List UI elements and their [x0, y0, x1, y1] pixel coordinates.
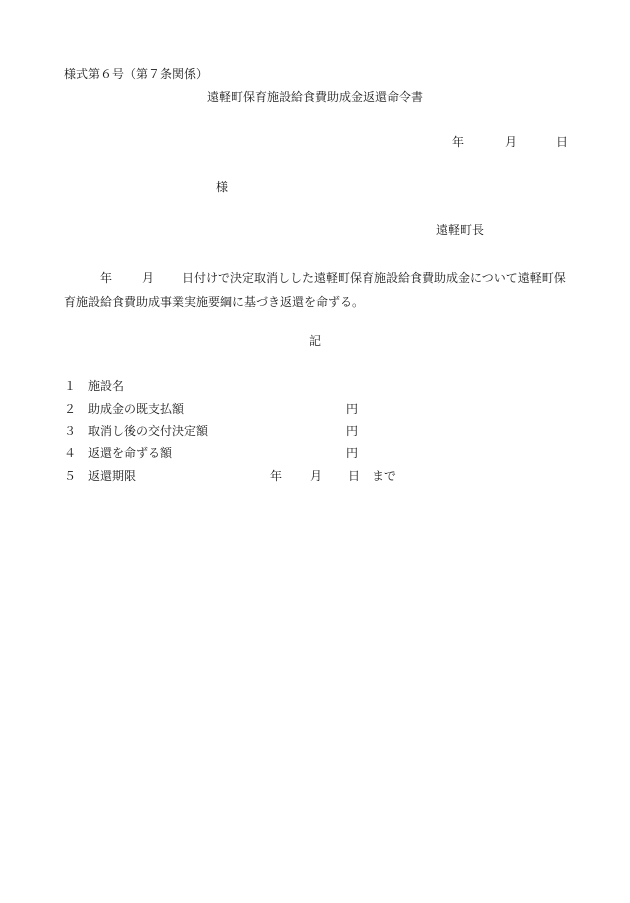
- item-label: 施設名: [88, 379, 125, 393]
- item-month-label: 月: [310, 469, 323, 483]
- date-year-label: 年: [452, 135, 465, 149]
- ki-heading: 記: [308, 334, 321, 348]
- item-label: 助成金の既支払額: [88, 402, 185, 416]
- document-title: 遠軽町保育施設給食費助成金返還命令書: [206, 90, 423, 104]
- body-paragraph: [64, 266, 570, 314]
- item-unit: 円: [346, 424, 359, 438]
- body-year-label: 年: [100, 271, 113, 285]
- body-text: 日付けで決定取消しした遠軽町保育施設給食費助成金について遠軽町保育施設給食費助成事業実施要綱に基づき返還を命ずる。: [64, 271, 566, 309]
- item-unit: 円: [346, 402, 359, 416]
- item-unit: 円: [346, 446, 359, 460]
- item-number: ５: [64, 469, 77, 483]
- item-number: ４: [64, 446, 77, 460]
- issuer-name: 遠軽町長: [436, 223, 485, 237]
- body-month-label: 月: [142, 271, 155, 285]
- item-number: ２: [64, 402, 77, 416]
- item-label: 取消し後の交付決定額: [88, 424, 209, 438]
- date-month-label: 月: [505, 135, 518, 149]
- addressee-suffix: 様: [216, 180, 229, 194]
- item-label: 返還を命ずる額: [88, 446, 173, 460]
- date-day-label: 日: [556, 135, 569, 149]
- item-label: 返還期限: [88, 469, 137, 483]
- item-number: １: [64, 379, 77, 393]
- item-suffix: まで: [372, 469, 397, 483]
- item-day-label: 日: [348, 469, 361, 483]
- form-number: 様式第６号（第７条関係）: [64, 67, 209, 81]
- item-number: ３: [64, 424, 77, 438]
- item-year-label: 年: [270, 469, 283, 483]
